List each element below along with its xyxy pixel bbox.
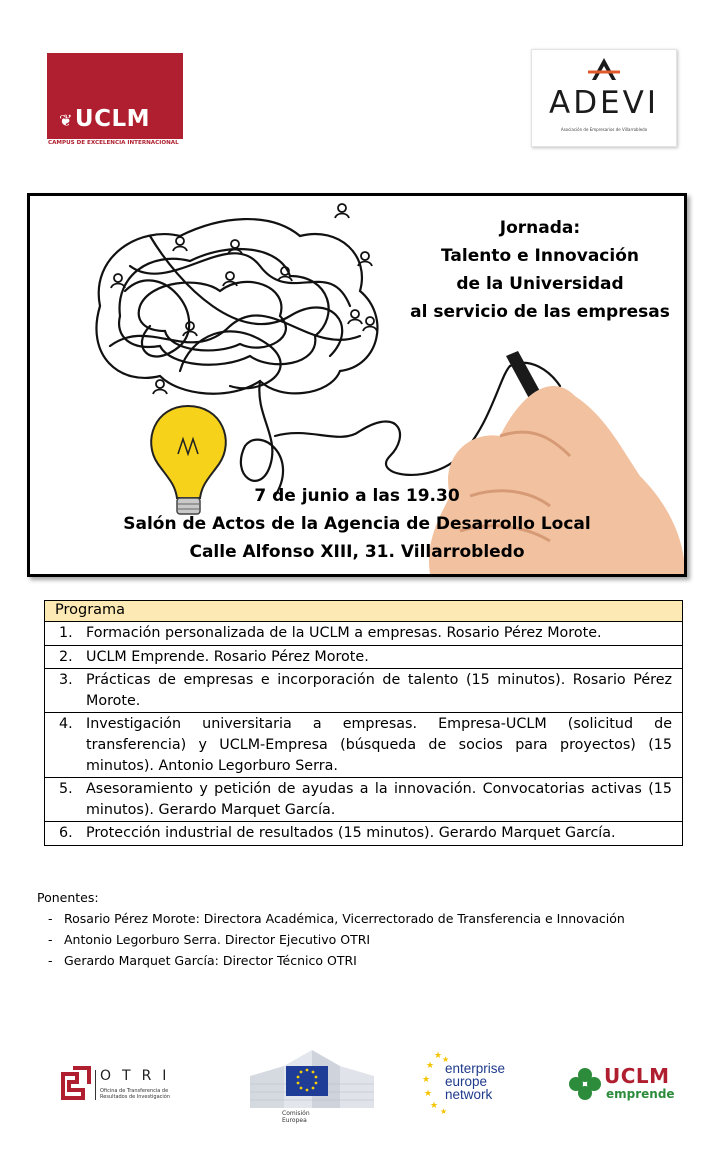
programa-item: [45, 669, 682, 713]
ponente-text: Rosario Pérez Morote: Directora Académica, Vicerrectorado de Transferencia e Innovación: [64, 911, 625, 926]
adevi-logo-subtitle: Asociación de Empresarios de Villarrobledo: [560, 127, 648, 132]
otri-logo: [55, 1066, 205, 1106]
svg-text:★: ★: [442, 1055, 450, 1064]
european-commission-logo: [250, 1048, 374, 1132]
programa-heading: Programa: [45, 601, 682, 622]
adevi-logo-word: ADEVI: [548, 85, 659, 121]
ponente-item: - Rosario Pérez Morote: Directora Académica, Vicerrectorado de Transferencia e Innovación: [48, 911, 625, 926]
svg-text:★: ★: [424, 1089, 433, 1099]
otri-emblem-icon: [55, 1066, 95, 1106]
uclm-emblem-icon: ❦: [59, 111, 73, 130]
ponente-item: - Antonio Legorburo Serra. Director Ejecutivo OTRI: [48, 932, 371, 948]
programa-item: [45, 778, 682, 822]
svg-text:★: ★: [422, 1075, 431, 1085]
event-banner: [27, 193, 687, 577]
otri-letters: OTRI: [100, 1068, 178, 1084]
programa-item: [45, 822, 682, 845]
clover-icon: [568, 1067, 602, 1101]
ponente-text: Antonio Legorburo Serra. Director Ejecutivo OTRI: [64, 932, 371, 948]
ponentes-title: Ponentes:: [37, 890, 99, 905]
otri-description: Oficina de Transferencia de Resultados de Investigación: [100, 1088, 171, 1100]
svg-text:★: ★: [440, 1107, 448, 1116]
programa-item-number: 5.: [59, 781, 73, 798]
programa-item: [45, 646, 682, 670]
een-line-3: network: [445, 1087, 493, 1102]
uclm-logo: [47, 53, 183, 149]
ponente-text: Gerardo Marquet García: Director Técnico OTRI: [64, 953, 357, 969]
banner-title-line-1: Jornada:: [499, 218, 581, 238]
een-line-2: europe: [445, 1074, 488, 1089]
programa-item-text: Prácticas de empresas e incorporación de talento (15 minutos). Rosario Pérez Morote.: [86, 672, 672, 709]
uclm-emprende-logo: [568, 1064, 688, 1104]
programa-list: [45, 622, 682, 845]
person-icons: [111, 204, 377, 394]
ponentes-list: [48, 910, 648, 974]
een-line-1: enterprise: [445, 1061, 506, 1076]
programa-item-text: UCLM Emprende. Rosario Pérez Morote.: [86, 648, 369, 665]
uclm-emprende-sub: emprende: [606, 1087, 675, 1101]
een-logo: [420, 1048, 520, 1118]
uclm-logo-tagline: CAMPUS DE EXCELENCIA INTERNACIONAL: [48, 140, 179, 146]
programa-item-text: Investigación universitaria a empresas. Empresa-UCLM (solicitud de transferencia) y UCLM-Empresa (búsqueda de socios para proyectos) (15 minutos). Antonio Legorburo Serra.: [86, 716, 672, 774]
banner-title-line-4: al servicio de las empresas: [410, 302, 670, 322]
svg-text:★: ★: [426, 1061, 435, 1071]
banner-title-line-2: Talento e Innovación: [441, 246, 639, 266]
svg-text:★: ★: [434, 1051, 443, 1061]
programa-item-number: 3.: [59, 672, 73, 689]
programa-item-number: 1.: [59, 625, 73, 641]
adevi-logo: [531, 49, 677, 147]
banner-title-line-3: de la Universidad: [456, 274, 624, 294]
programa-item: [45, 622, 682, 646]
ponente-item: - Gerardo Marquet García: Director Técnico OTRI: [48, 953, 357, 969]
banner-date: 7 de junio a las 19.30: [254, 486, 460, 506]
ec-caption: Comisión Europea: [282, 1110, 310, 1124]
banner-address: Calle Alfonso XIII, 31. Villarrobledo: [189, 542, 525, 562]
programa-item-text: Asesoramiento y petición de ayudas a la innovación. Convocatorias activas (15 minutos). Gerardo Marquet García.: [86, 781, 672, 818]
uclm-emprende-word: UCLM: [604, 1064, 670, 1088]
programa-table: [44, 600, 683, 846]
banner-venue: Salón de Actos de la Agencia de Desarrollo Local: [123, 514, 591, 534]
programa-item-text: Protección industrial de resultados (15 minutos). Gerardo Marquet García.: [86, 825, 616, 842]
programa-item-number: 2.: [59, 648, 73, 665]
programa-item-number: 4.: [59, 716, 73, 733]
svg-text:★: ★: [430, 1101, 439, 1111]
uclm-logo-word: ❦UCLM: [59, 106, 151, 132]
programa-item-text: Formación personalizada de la UCLM a empresas. Rosario Pérez Morote.: [86, 625, 602, 641]
programa-item-number: 6.: [59, 825, 73, 842]
ec-building-icon: [250, 1048, 374, 1110]
programa-item: [45, 713, 682, 778]
hand-with-pen-icon: [429, 351, 684, 574]
